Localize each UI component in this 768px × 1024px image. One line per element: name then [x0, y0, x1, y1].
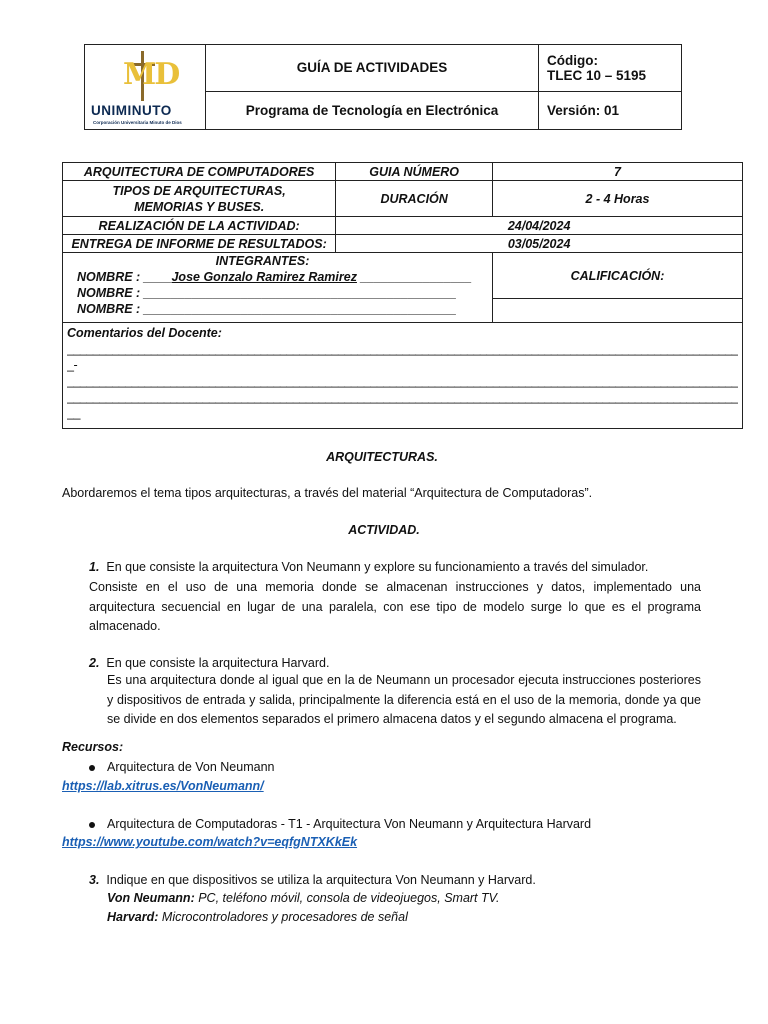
resource-1-link[interactable]: https://lab.xitrus.es/VonNeumann/ [62, 779, 264, 793]
member-row: NOMBRE : _____________________________________________ [77, 286, 457, 300]
document-header [84, 44, 682, 130]
grade-label: CALIFICACIÓN: [493, 253, 743, 299]
resources-label: Recursos: [62, 740, 124, 754]
activity-title: ACTIVIDAD. [348, 523, 420, 537]
doc-code: Código: TLEC 10 – 5195 [539, 45, 682, 92]
guide-label: GUIA NÚMERO [336, 163, 493, 181]
doc-version: Versión: 01 [539, 91, 682, 129]
guide-number: 7 [493, 163, 743, 181]
resource-2-link[interactable]: https://www.youtube.com/watch?v=eqfgNTXKkEk [62, 835, 358, 849]
duration-value: 2 - 4 Horas [493, 181, 743, 217]
grade-value [493, 299, 743, 323]
answer-3-harvard: Harvard: Microcontroladores y procesadores de señal [107, 910, 408, 924]
realization-date: 24/04/2024 [336, 217, 743, 235]
bullet-icon [89, 822, 95, 828]
member-name: Jose Gonzalo Ramirez Ramirez [171, 270, 357, 284]
delivery-label: ENTREGA DE INFORME DE RESULTADOS: [63, 235, 336, 253]
comments-cell: Comentarios del Docente: ________________________________________________________________________________________________________ _- ________________________________________________________________________________________________________ ________________________________________________________________________________________________________ __ [63, 323, 743, 429]
question-2: 2. En que consiste la arquitectura Harvard. [89, 656, 330, 670]
topic: TIPOS DE ARQUITECTURAS, MEMORIAS Y BUSES. [63, 181, 336, 217]
doc-title: GUÍA DE ACTIVIDADES [206, 45, 539, 92]
resource-1: Arquitectura de Von Neumann [89, 758, 709, 778]
bullet-icon [89, 765, 95, 771]
member-row: NOMBRE : _____________________________________________ [77, 302, 457, 316]
realization-label: REALIZACIÓN DE LA ACTIVIDAD: [63, 217, 336, 235]
uniminuto-logo: MD UNIMINUTO Corporación Universitaria Minuto de Dios [85, 45, 205, 129]
member-row: NOMBRE : ____Jose Gonzalo Ramirez Ramirez ________________ [77, 270, 472, 284]
comments-label: Comentarios del Docente: [67, 326, 222, 340]
duration-label: DURACIÓN [336, 181, 493, 217]
question-1: 1. En que consiste la arquitectura Von Neumann y explore su funcionamiento a través del simulador. [89, 560, 649, 574]
answer-3-von-neumann: Von Neumann: PC, teléfono móvil, consola de videojuegos, Smart TV. [107, 891, 500, 905]
delivery-date: 03/05/2024 [336, 235, 743, 253]
section-title: ARQUITECTURAS. [326, 450, 438, 464]
program-name: Programa de Tecnología en Electrónica [206, 91, 539, 129]
resource-2: Arquitectura de Computadoras - T1 - Arquitectura Von Neumann y Arquitectura Harvard [89, 815, 729, 835]
logo-cell [85, 45, 206, 130]
question-3: 3. Indique en que dispositivos se utiliza la arquitectura Von Neumann y Harvard. [89, 873, 536, 887]
answer-1: Consiste en el uso de una memoria donde se almacenan instrucciones y datos, implementado una arquitectura secuencial en lugar de una paralela, con ese tipo de modelo surge lo que es el programa almacenado. [89, 580, 701, 633]
answer-2: Es una arquitectura donde al igual que en la de Neumann un procesador ejecuta instrucciones posteriores y dispositivos de entrada y salida, principalmente la diferencia está en el uso de la memoria, donde ya que se divide en dos elementos separados el primero almacena datos y el segundo almacena el programa. [107, 673, 701, 726]
activity-info-table [62, 162, 743, 429]
members-cell: INTEGRANTES: NOMBRE : ____Jose Gonzalo Ramirez Ramirez ________________ NOMBRE : _____________________________________________ NOMBRE : _____________________________________________ [63, 253, 493, 323]
intro-text: Abordaremos el tema tipos arquitecturas, a través del material “Arquitectura de Computadoras”. [62, 486, 593, 500]
course-name: ARQUITECTURA DE COMPUTADORES [63, 163, 336, 181]
